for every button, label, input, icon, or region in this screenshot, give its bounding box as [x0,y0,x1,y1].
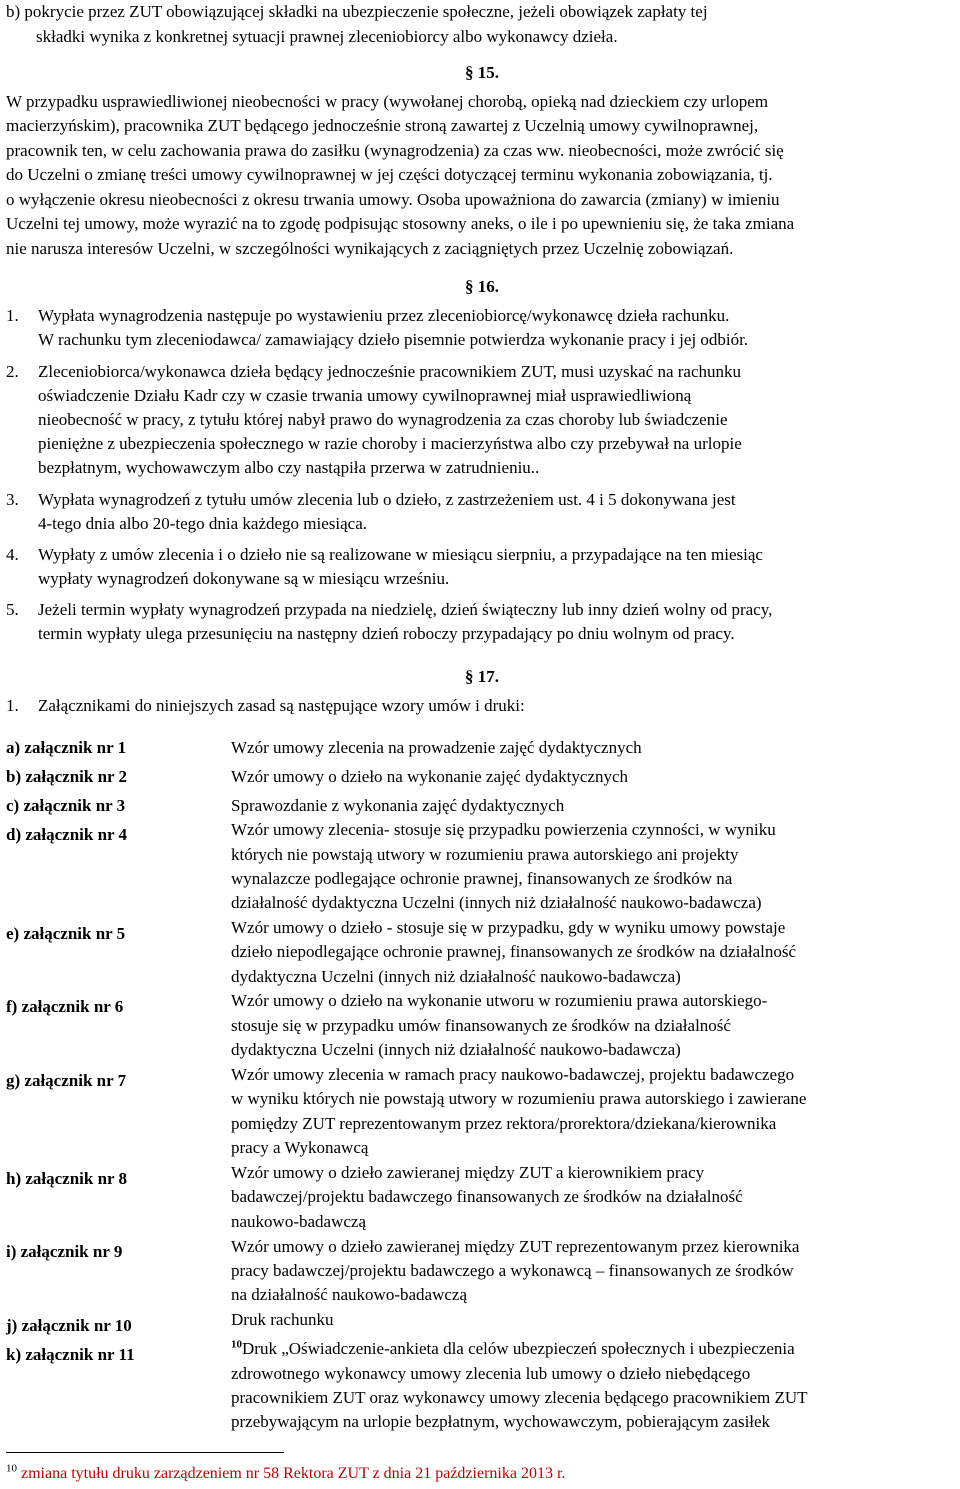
item-line: wypłaty wynagrodzeń dokonywane są w miesiącu wrześniu. [38,569,450,588]
item-line: Wypłata wynagrodzeń z tytułu umów zlecenia lub o dzieło, z zastrzeżeniem ust. 4 i 5 dokonywana jest [38,490,736,509]
attachment-desc-line: Wzór umowy zlecenia- stosuje się przypadku powierzenia czynności, w wyniku [231,820,776,839]
attachment-desc-line: pracy a Wykonawcą [231,1138,369,1157]
footnote-text: zmiana tytułu druku zarządzeniem nr 58 Rektora ZUT z dnia 21 października 2013 r. [21,1465,566,1482]
footnote-number: 10 [6,1462,17,1475]
item-line: Zleceniobiorca/wykonawca dzieła będący jednocześnie pracownikiem ZUT, musi uzyskać na rachunku [38,362,742,381]
attachment-label: d) załącznik nr 4 [6,825,128,844]
item-line: termin wypłaty ulega przesunięciu na następny dzień roboczy przypadający po dniu wolnym od pracy. [38,624,735,643]
section-15-line: do Uczelni o zmianę treści umowy cywilnoprawnej w jej części dotyczącej terminu wykonania zobowiązania, tj. [6,165,773,184]
attachment-label: g) załącznik nr 7 [6,1071,127,1090]
attachment-desc-line: badawczej/projektu badawczego finansowanych ze środków na działalność [231,1187,743,1206]
section-15-line: pracownik ten, w celu zachowania prawa do zasiłku (wynagrodzenia) za czas ww. nieobecności, może zwrócić się [6,141,784,160]
attachment-label: i) załącznik nr 9 [6,1242,123,1261]
attachment-desc-line: Wzór umowy o dzieło zawieranej między ZUT a kierownikiem pracy [231,1163,705,1182]
item-line: bezpłatnym, wychowawczym albo czy nastąpiła przerwa w zatrudnieniu.. [38,458,540,477]
attachment-label: e) załącznik nr 5 [6,924,126,943]
attachment-label: b) załącznik nr 2 [6,767,128,786]
item-line: oświadczenie Działu Kadr czy w czasie trwania umowy cywilnoprawnej miał usprawiedliwioną [38,386,692,405]
clause-b-line: b) pokrycie przez ZUT obowiązującej składki na ubezpieczenie społeczne, jeżeli obowiązek zapłaty tej [6,2,708,21]
attachment-desc-line: na działalność naukowo-badawczą [231,1285,467,1304]
section-15-heading: § 15. [465,63,499,82]
footnote-ref[interactable]: 10 [231,1338,242,1351]
section-15-line: nie narusza interesów Uczelni, w szczególności wynikających z zaciągniętych przez Uczelnię zobowiązań. [6,239,734,258]
item-line: Wypłata wynagrodzenia następuje po wystawieniu przez zleceniobiorcę/wykonawcę dzieła rachunku. [38,306,730,325]
item-line: W rachunku tym zleceniodawca/ zamawiający dzieło pisemnie potwierdza wykonanie pracy i jej odbiór. [38,330,749,349]
item-line: Jeżeli termin wypłaty wynagrodzeń przypada na niedzielę, dzień świąteczny lub inny dzień wolny od pracy, [38,600,773,619]
attachment-label: a) załącznik nr 1 [6,738,127,757]
attachment-desc-line: Sprawozdanie z wykonania zajęć dydaktycznych [231,796,565,815]
attachment-desc-line: Wzór umowy zlecenia na prowadzenie zajęć dydaktycznych [231,738,642,757]
attachment-desc-line: dzieło niepodlegające ochronie prawnej, finansowanych ze środków na działalność [231,942,797,961]
attachment-desc-line: dydaktyczna Uczelni (innych niż działalność naukowo-badawcza) [231,967,681,986]
item-number: 1. [6,306,19,325]
attachment-desc-text: Druk „Oświadczenie-ankieta dla celów ubezpieczeń społecznych i ubezpieczenia [242,1339,795,1358]
attachment-desc-line: zdrowotnego wykonawcy umowy zlecenia lub umowy o dzieło niebędącego [231,1364,751,1383]
section-15-line: W przypadku usprawiedliwionej nieobecności w pracy (wywołanej chorobą, opieką nad dzieckiem czy urlopem [6,92,769,111]
attachment-desc-line: pracy badawczej/projektu badawczego a wykonawcą – finansowanych ze środków [231,1261,794,1280]
attachment-desc-line: Druk rachunku [231,1310,334,1329]
attachment-desc-line: Wzór umowy o dzieło zawieranej między ZUT reprezentowanym przez kierownika [231,1237,800,1256]
attachment-desc-line: dydaktyczna Uczelni (innych niż działalność naukowo-badawcza) [231,1040,681,1059]
section-15-line: Uczelni tej umowy, może wyrazić na to zgodę podpisując stosowny aneks, o ile i po upewnieniu się, że taka zmiana [6,214,795,233]
attachment-desc-line: których nie powstają utwory w rozumieniu prawa autorskiego ani projekty [231,845,739,864]
item-number: 4. [6,545,19,564]
attachment-desc-line: pomiędzy ZUT reprezentowanym przez rektora/prorektora/dziekana/kierownika [231,1114,777,1133]
section-17-heading: § 17. [465,667,499,686]
attachment-desc-line: przebywającym na urlopie bezpłatnym, wychowawczym, pobierającym zasiłek [231,1412,771,1431]
attachment-label: f) załącznik nr 6 [6,997,124,1016]
attachment-desc-line: naukowo-badawczą [231,1212,366,1231]
attachment-desc-line: Wzór umowy zlecenia w ramach pracy naukowo-badawczej, projektu badawczego [231,1065,795,1084]
item-line: pieniężne z ubezpieczenia społecznego w razie choroby i macierzyństwa albo czy przebywał na urlopie [38,434,742,453]
attachment-label: c) załącznik nr 3 [6,796,126,815]
item-number: 2. [6,362,19,381]
item-number: 1. [6,696,19,715]
attachment-label: h) załącznik nr 8 [6,1169,128,1188]
item-number: 5. [6,600,19,619]
attachments-intro: Załącznikami do niniejszych zasad są następujące wzory umów i druki: [38,696,525,715]
attachment-desc-line: stosuje się w przypadku umów finansowanych ze środków na działalność [231,1016,731,1035]
attachment-desc-line: w wyniku których nie powstają utwory w rozumieniu prawa autorskiego i zawierane [231,1089,807,1108]
item-number: 3. [6,490,19,509]
item-line: Wypłaty z umów zlecenia i o dzieło nie są realizowane w miesiącu sierpniu, a przypadające na ten miesiąc [38,545,763,564]
attachment-desc-line: Wzór umowy o dzieło - stosuje się w przypadku, gdy w wyniku umowy powstaje [231,918,786,937]
footnote-separator [6,1452,284,1453]
attachment-desc-line [231,1337,795,1362]
item-line: nieobecność w pracy, z tytułu której nabył prawo do wynagrodzenia za czas choroby lub świadczenie [38,410,728,429]
attachment-desc-line: pracownikiem ZUT oraz wykonawcy umowy zlecenia będącego pracownikiem ZUT [231,1388,808,1407]
footnote [6,1462,565,1487]
section-15-line: o wyłączenie okresu nieobecności z okresu trwania umowy. Osoba upoważniona do zawarcia (zmiany) w imieniu [6,190,780,209]
attachment-label: j) załącznik nr 10 [6,1316,132,1335]
attachment-desc-line: działalność dydaktyczna Uczelni (innych niż działalność naukowo-badawcza) [231,893,762,912]
item-line: 4-tego dnia albo 20-tego dnia każdego miesiąca. [38,514,368,533]
attachment-desc-line: wynalazcze podlegające ochronie prawnej, finansowanych ze środków na [231,869,733,888]
clause-b-line: składki wynika z konkretnej sytuacji prawnej zleceniobiorcy albo wykonawcy dzieła. [36,27,618,46]
attachment-desc-line: Wzór umowy o dzieło na wykonanie zajęć dydaktycznych [231,767,628,786]
attachment-desc-line: Wzór umowy o dzieło na wykonanie utworu w rozumieniu prawa autorskiego- [231,991,768,1010]
section-16-heading: § 16. [465,277,499,296]
section-15-line: macierzyńskim), pracownika ZUT będącego jednocześnie stroną zawartej z Uczelnią umowy cywilnoprawnej, [6,116,759,135]
attachment-label: k) załącznik nr 11 [6,1345,135,1364]
